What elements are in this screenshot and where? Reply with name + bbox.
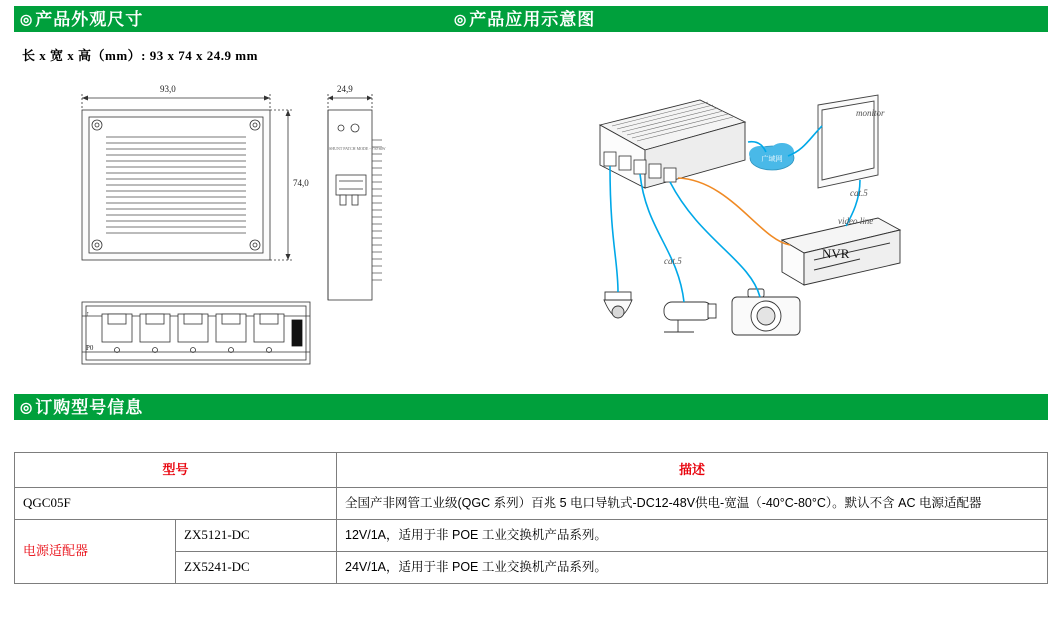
cell-desc-zx5241: 24V/1A，适用于非 POE 工业交换机产品系列。 <box>337 551 1048 583</box>
section-header-order <box>14 394 1048 420</box>
cell-model-zx5241: ZX5241-DC <box>176 551 337 583</box>
bullet-icon: ◎ <box>20 11 34 27</box>
drawing-label-depth: 24,9 <box>337 84 353 94</box>
app-label-nvr: NVR <box>822 246 850 261</box>
cell-desc-zx5121: 12V/1A，适用于非 POE 工业交换机产品系列。 <box>337 519 1048 551</box>
section-title-order: 订购型号信息 <box>35 398 144 417</box>
order-info-table <box>14 452 1048 584</box>
dimension-drawing-svg <box>60 80 440 370</box>
table-row <box>15 488 1048 520</box>
section-title-appearance: 产品外观尺寸 <box>35 10 144 29</box>
bullet-icon: ◎ <box>454 11 468 27</box>
app-label-video-line: video line <box>838 216 874 226</box>
column-header-description: 描述 <box>337 453 1048 488</box>
table-header-row <box>15 453 1048 488</box>
drawing-label-port-mark: P0 <box>86 344 94 352</box>
section-title-application: 产品应用示意图 <box>469 10 596 29</box>
application-diagram-svg <box>560 60 1040 370</box>
app-label-cat5-top: cat.5 <box>850 188 868 198</box>
cell-desc-qgc05f: 全国产非网管工业级(QGC 系列）百兆 5 电口导轨式-DC12-48V供电-宽温（-40°C-80°C）。默认不含 AC 电源适配器 <box>337 488 1048 520</box>
svg-text:广域网: 广域网 <box>761 156 783 163</box>
drawing-label-side-text: SHUNT PATCH MODE - 750 mW <box>329 146 386 151</box>
section-header-appearance <box>14 6 448 32</box>
dimension-text: 长 x 宽 x 高（mm）: 93 x 74 x 24.9 mm <box>22 48 258 63</box>
application-diagram <box>560 60 1040 370</box>
app-label-cat5-mid: cat.5 <box>664 256 682 266</box>
app-label-monitor: monitor <box>856 108 885 118</box>
cell-group-power-adapter: 电源适配器 <box>15 519 176 583</box>
drawing-label-height: 74,0 <box>293 178 309 188</box>
cell-model-zx5121: ZX5121-DC <box>176 519 337 551</box>
column-header-model: 型号 <box>15 453 337 488</box>
bullet-icon: ◎ <box>20 399 34 415</box>
table-row <box>15 519 1048 551</box>
section-header-application <box>448 6 1048 32</box>
drawing-label-port-arrow: ↑ <box>86 310 90 318</box>
drawing-label-width: 93,0 <box>160 84 176 94</box>
cell-model-qgc05f: QGC05F <box>15 488 337 520</box>
product-dimension-drawing <box>60 80 440 370</box>
